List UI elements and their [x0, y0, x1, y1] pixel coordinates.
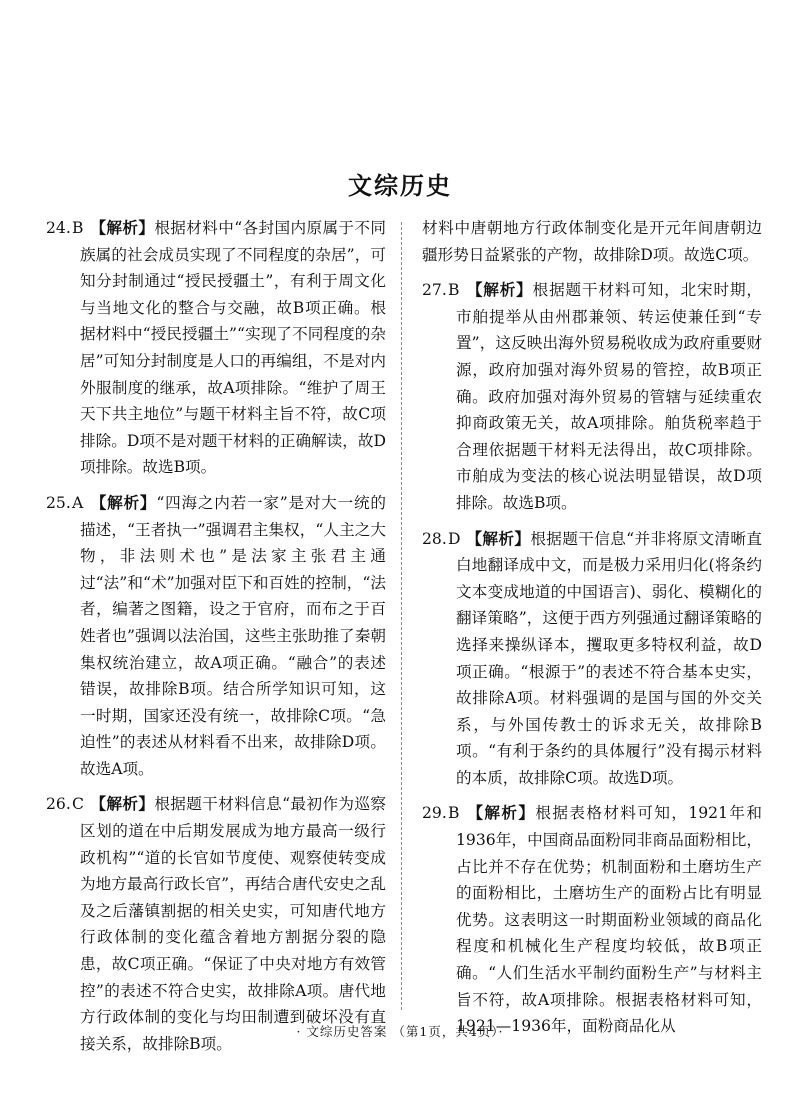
question-27: [422, 277, 762, 516]
analysis-tag: 【解析】: [466, 529, 531, 548]
analysis-text: 根据材料中“各封国内原属于不同族属的社会成员实现了不同程度的杂居”，可知分封制通过“授民授疆土”，有利于周文化与当地文化的整合与交融，故B项正确。根据材料中“授民授疆土”“实现了不同程度的杂居”可知分封制度是人口的再编组，不是对内外服制度的继承，故A项排除。“维护了周王天下共主地位”与题干材料主旨不符，故C项排除。D项不是对题干材料的正确解读，故D项排除。故选B项。: [80, 219, 386, 477]
answer-letter: B: [72, 219, 84, 237]
left-column: [46, 215, 386, 1066]
analysis-text: 根据题干材料可知，北宋时期，市舶提举从由州郡兼领、转运使兼任到“专置”，这反映出海外贸易税收成为政府重要财源，政府加强对海外贸易的管控，故B项正确。政府加强对海外贸易的管辖与延续重农抑商政策无关，故A项排除。舶货税率趋于合理依据题干材料无法得出，故C项排除。市舶成为变法的核心说法明显错误，故D项排除。故选B项。: [456, 281, 762, 512]
column-divider: [401, 222, 402, 1010]
question-number: 29.: [422, 804, 447, 823]
page-footer: · 文综历史答案 （第1页，共4页）·: [296, 1024, 504, 1039]
question-number: 28.: [422, 529, 447, 548]
question-number: 27.: [422, 281, 447, 300]
question-number: 24.: [46, 219, 71, 237]
answer-letter: D: [448, 529, 461, 548]
answer-letter: C: [72, 795, 84, 814]
question-29: [422, 800, 762, 1039]
analysis-text: 根据题干材料信息“最初作为巡察区划的道在中后期发展成为地方最高一级行政机构”“道的长官如节度使、观察使转变成为地方最高行政长官”，再结合唐代安史之乱及之后藩镇割据的相关史实，可知唐代地方行政体制的变化蕴含着地方割据分裂的隐患，故C项正确。“保证了中央对地方有效管控”的表述不符合史实，故排除A项。唐代地方行政体制的变化与均田制遭到破坏没有直接关系，故排除B项。: [80, 795, 386, 1053]
analysis-text: 材料中唐朝地方行政体制变化是开元年间唐朝边疆形势日益紧张的产物，故排除D项。故选C项。: [422, 219, 762, 264]
analysis-tag: 【解析】: [466, 804, 536, 823]
answer-letter: B: [448, 281, 460, 300]
question-26-continued: [422, 215, 762, 268]
question-25: [46, 490, 386, 783]
analysis-tag: 【解析】: [90, 219, 155, 237]
analysis-text: 根据题干信息“并非将原文清晰直白地翻译成中文，而是极力采用归化(将条约文本变成地道的中国语言)、弱化、模糊化的翻译策略”，这便于西方列强通过翻译策略的选择来操纵译本，攫取更多特权利益，故D项正确。“根源于”的表述不符合基本史实，故排除A项。材料强调的是国与国的外交关系，与外国传教士的诉求无关，故排除B项。“有利于条约的具体履行”没有揭示材料的本质，故排除C项。故选D项。: [456, 529, 762, 787]
question-number: 25.: [46, 493, 71, 512]
analysis-text: “四海之内若一家”是对大一统的描述，“王者执一”强调君主集权，“人主之大物，非法则术也”是法家主张君主通过“法”和“术”加强对臣下和百姓的控制，“法者，编著之图籍，设之于官府，而布之于百姓者也”强调以法治国，这些主张助推了秦朝集权统治建立，故A项正确。“融合”的表述错误，故排除B项。结合所学知识可知，这一时期，国家还没有统一，故排除C项。“急迫性”的表述从材料看不出来，故排除D项。故选A项。: [80, 493, 386, 778]
page-title: 文综历史: [348, 172, 452, 200]
question-number: 26.: [46, 795, 71, 814]
answer-letter: A: [72, 493, 84, 512]
analysis-tag: 【解析】: [90, 493, 157, 512]
analysis-tag: 【解析】: [90, 795, 155, 814]
analysis-tag: 【解析】: [466, 281, 533, 300]
question-24: [46, 215, 386, 481]
question-26: [46, 791, 386, 1057]
question-28: [422, 526, 762, 792]
right-column: [422, 215, 762, 1049]
analysis-text: 根据表格材料可知，1921年和1936年，中国商品面粉同非商品面粉相比，占比并不存在优势；机制面粉和土磨坊生产的面粉相比，土磨坊生产的面粉占比有明显优势。这表明这一时期面粉业领域的商品化程度和机械化生产程度均较低，故B项正确。“人们生活水平制约面粉生产”与材料主旨不符，故A项排除。根据表格材料可知，1921—1936年，面粉商品化从: [456, 804, 762, 1036]
answer-letter: B: [448, 804, 460, 823]
